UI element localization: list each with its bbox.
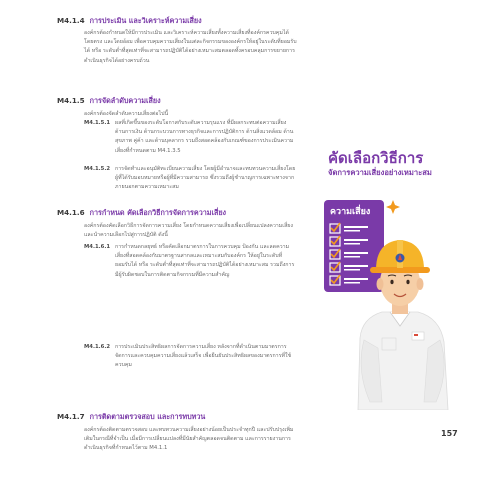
section-number: M4.1.4 bbox=[57, 16, 85, 25]
subsection-number: M4.1.5.2 bbox=[84, 166, 111, 172]
section-title: การประเมิน และวิเคราะห์ความเสี่ยง bbox=[89, 16, 202, 25]
section-number: M4.1.7 bbox=[57, 412, 85, 421]
section-title: การติดตามตรวจสอบ และการทบทวน bbox=[89, 412, 206, 421]
section-heading bbox=[57, 16, 202, 27]
subsection-number: M4.1.6.2 bbox=[84, 344, 111, 350]
sparkle-icon bbox=[386, 200, 400, 214]
section-heading bbox=[57, 208, 226, 219]
board-title: ความเสี่ยง bbox=[330, 207, 371, 217]
illustration-heading-line1: คัดเลือกวิธีการ bbox=[328, 149, 424, 167]
section-body: องค์กรต้องกำหนดให้มีการประเมิน และวิเคราะห์ความเสี่ยงทั้งความเสี่ยงที่องค์กรควบคุมได้โดยตรง และโดยอ้อม เพื่อควบคุมความเสี่ยงในแต่ละกิจกรรมขององค์กรให้อยู่ในระดับที่ยอมรับได้ หรือ ระดับต่ำที่สุดเท่าที่จะสามารถปฏิบัติได้อย่างเหมาะสมตลอดทั้งครอบคลุมการขยายการดำเนินธุรกิจได้อย่างครบถ้วน bbox=[84, 30, 297, 64]
engineer-illustration bbox=[300, 170, 480, 410]
section-number: M4.1.5 bbox=[57, 96, 85, 105]
section-body: องค์กรต้องคัดเลือกวิธีการจัดการความเสี่ยง โดยกำหนดความเสี่ยงเพื่อเปลี่ยนแปลงความเสี่ยง และนำความเลือกไปสู่การปฏิบัติ ดังนี้ bbox=[84, 223, 293, 239]
section-body: องค์กรต้องจัดลำดับความเสี่ยงต่อไปนี้ bbox=[84, 111, 169, 117]
subsection-text: การกำหนดกลยุทธ์ หรือคัดเลือกมาตรการในการควบคุม ป้องกัน และลดความเสี่ยงที่สอดคล้องกับมาตรฐานสากลและเหมาะสมกับองค์กร ให้อยู่ในระดับที่ยอมรับได้ หรือ ระดับต่ำที่สุดเท่าที่จะสามารถปฏิบัติได้อย่างเหมาะสม รวมถึงการมีผู้รับผิดชอบในการติดตามกิจกรรมที่มีความสำคัญ bbox=[115, 244, 295, 278]
section-body: องค์กรต้องติดตามตรวจสอบ และทบทวนความเสี่ยงอย่างน้อยเป็นประจำทุกปี และปรับปรุงเพิ่มเติมในกรณีที่จำเป็น เมื่อมีการเปลี่ยนแปลงที่มีนัยสำคัญตลอดจนติดตาม และการรายงานการดำเนินธุรกิจที่กำหนดไว้ตาม M4.1.1 bbox=[84, 427, 294, 452]
section-title: การจัดลำดับความเสี่ยง bbox=[89, 96, 161, 105]
subsection-text: การจัดทำและอนุมัติทะเบียนความเสี่ยง โดยผู้มีอำนาจและทบทวนความเสี่ยงโดยผู้ที่ได้รับมอบหมายหรือผู้ที่มีความสามารถ ซึ่งรวมถึงผู้ชำนาญการเฉพาะทางจากภายนอกตามความเหมาะสม bbox=[115, 166, 296, 191]
section-number: M4.1.6 bbox=[57, 208, 85, 217]
illustration-heading-line2: จัดการความเสี่ยงอย่างเหมาะสม bbox=[328, 168, 432, 177]
section-heading bbox=[57, 96, 161, 107]
subsection-text: การประเมินประสิทธิผลการจัดการความเสี่ยง หลังจากที่ดำเนินตามมาตรการจัดการและควบคุมความเสี่ยงแล้วเสร็จ เพื่อยืนยันประสิทธิผลของมาตรการที่ใช้ควบคุม bbox=[115, 344, 292, 369]
subsection-text: ผลที่เกิดขึ้นของระดับโอกาสกับระดับความรุนแรง ที่มีผลกระทบต่อความเสี่ยงด้านการเงิน ด้านกระบวนการทางธุรกิจและการปฏิบัติการ ด้านสิ่งแวดล้อม ด้านสุขภาพ คู่ค้า และด้านบุคลากร รวมถึงสอดคล้องกับเกณฑ์ของการประเมินความเสี่ยงที่กำหนดตาม M4.1.3.5 bbox=[115, 120, 294, 154]
page-number: 157 bbox=[441, 429, 458, 438]
section-title: การกำหนด คัดเลือกวิธีการจัดการความเสี่ยง bbox=[89, 208, 227, 217]
section-heading bbox=[57, 412, 205, 423]
subsection-number: M4.1.6.1 bbox=[84, 244, 111, 250]
subsection-number: M4.1.5.1 bbox=[84, 120, 111, 126]
